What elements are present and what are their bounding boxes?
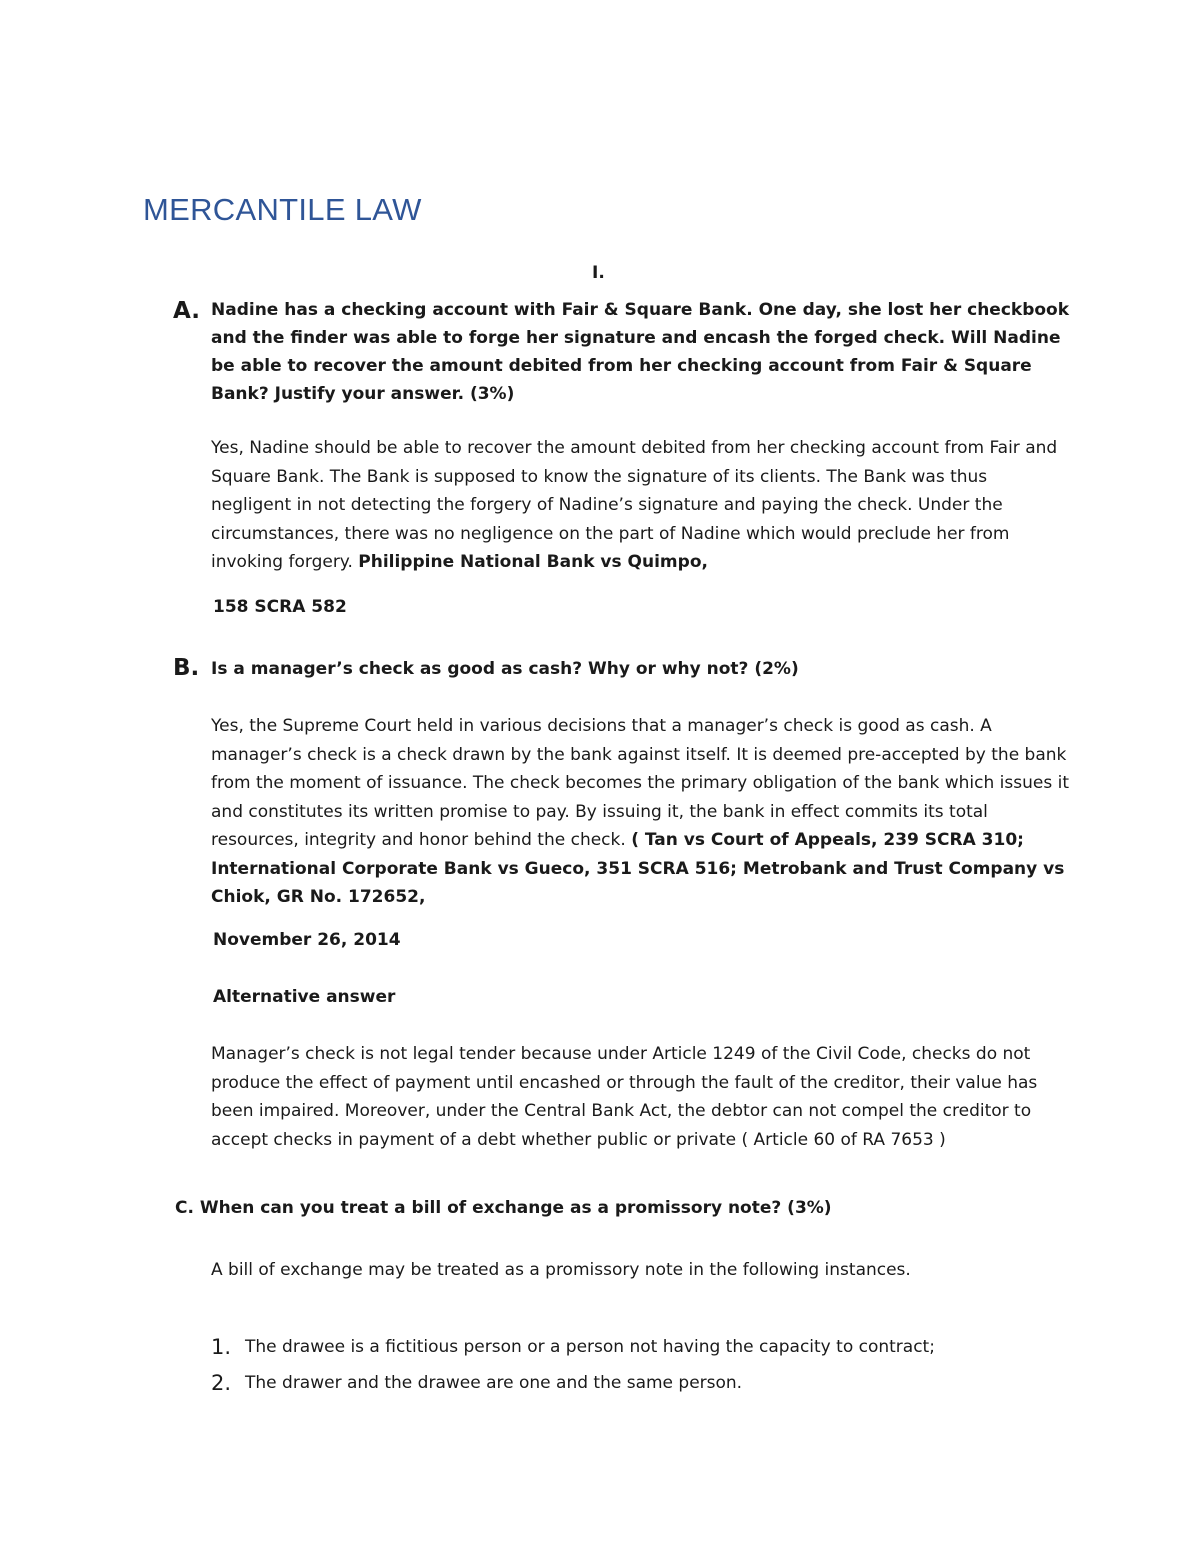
answer-b-paragraph <box>211 712 1071 912</box>
section-number: I. <box>592 263 605 283</box>
list-item-number: 2. <box>211 1371 232 1395</box>
alternative-answer-text: Manager’s check is not legal tender because under Article 1249 of the Civil Code, checks do not produce the effect of payment until encashed or through the fault of the creditor, their value has been impaired. Moreover, under the Central Bank Act, the debtor can not compel the creditor to accept checks in payment of a debt whether public or private ( Article 60 of RA 7653 ) <box>211 1044 1038 1150</box>
answer-a-text: Yes, Nadine should be able to recover the amount debited from her checking account from Fair and Square Bank. The Bank is supposed to know the signature of its clients. The Bank was thus negligent in not detecting the forgery of Nadine’s signature and paying the check. Under the circumstances, there was no negligence on the part of Nadine which would preclude her from invoking forgery. <box>211 438 1058 572</box>
answer-a-citation-line2: 158 SCRA 582 <box>213 597 347 617</box>
document-title: MERCANTILE LAW <box>143 192 422 227</box>
answer-b-citation-date: November 26, 2014 <box>213 930 401 950</box>
question-b-text: Is a manager’s check as good as cash? Why or why not? (2%) <box>211 659 799 679</box>
answer-a-paragraph <box>211 434 1071 577</box>
question-a-marker: A. <box>173 298 200 324</box>
question-a-text: Nadine has a checking account with Fair & Square Bank. One day, she lost her checkbook and the finder was able to forge her signature and encash the forged check. Will Nadine be able to recover the amount debited from her checking account from Fair & Square Bank? Justify your answer. (3%) <box>211 300 1070 404</box>
answer-a-citation: Philippine National Bank vs Quimpo, <box>358 552 708 572</box>
answer-c-intro: A bill of exchange may be treated as a promissory note in the following instances. <box>211 1260 911 1280</box>
list-item: The drawer and the drawee are one and the same person. <box>245 1373 743 1393</box>
answer-b-citation: ( Tan vs Court of Appeals, 239 SCRA 310; International Corporate Bank vs Gueco, 351 SCRA 516; Metrobank and Trust Company vs Chiok, GR No. 172652, <box>211 830 1065 907</box>
alternative-answer-heading: Alternative answer <box>213 987 396 1007</box>
list-item-number: 1. <box>211 1335 232 1359</box>
question-b-marker: B. <box>173 655 200 681</box>
question-c-text: C. When can you treat a bill of exchange as a promissory note? (3%) <box>175 1198 832 1218</box>
answer-b-text: Yes, the Supreme Court held in various decisions that a manager’s check is good as cash. A manager’s check is a check drawn by the bank against itself. It is deemed pre-accepted by the bank from the moment of issuance. The check becomes the primary obligation of the bank which issues it and constitutes its written promise to pay. By issuing it, the bank in effect commits its total resources, integrity and honor behind the check. <box>211 716 1069 850</box>
list-item: The drawee is a fictitious person or a person not having the capacity to contract; <box>245 1337 935 1357</box>
